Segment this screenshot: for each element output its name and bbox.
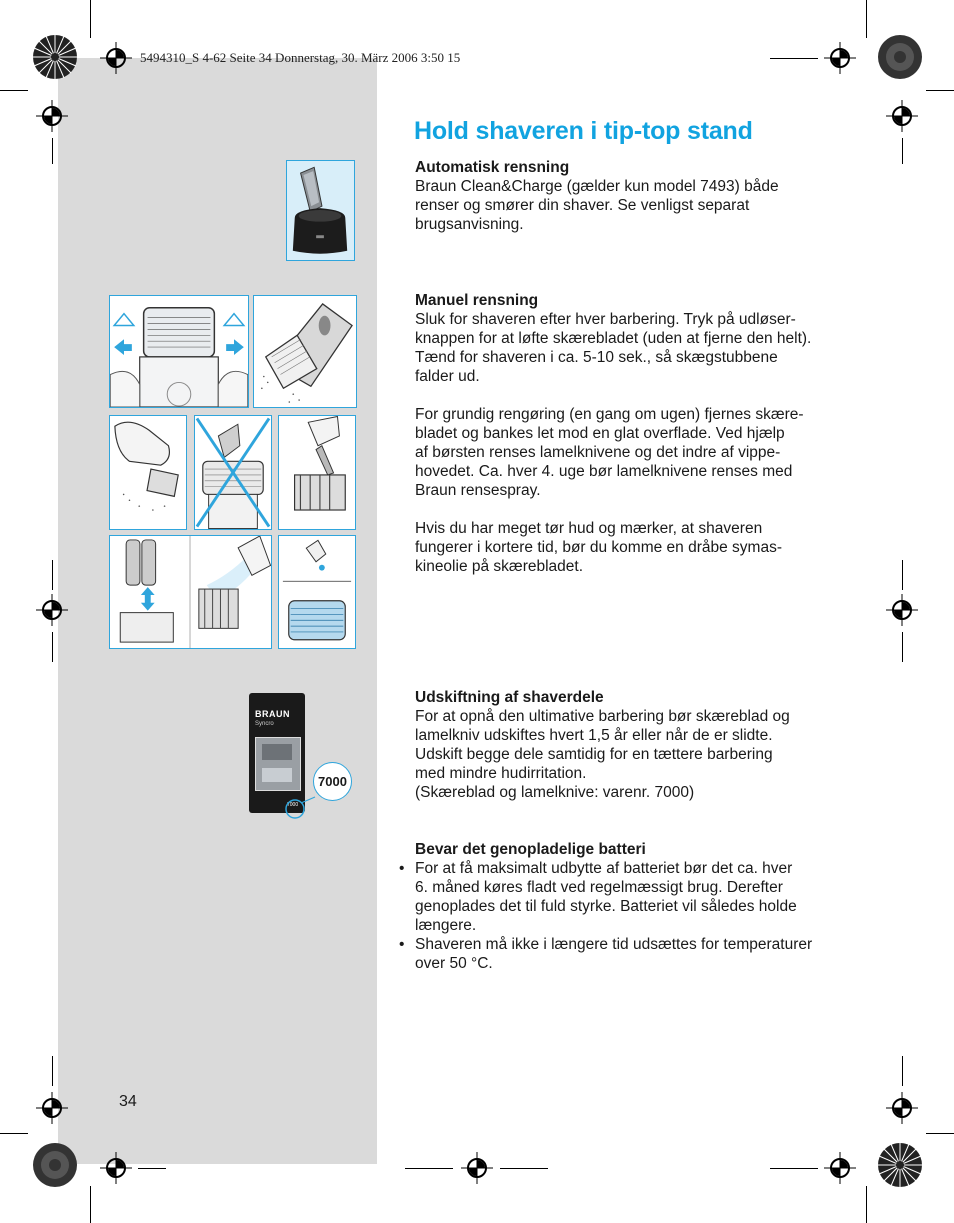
do-not-brush-foil-illustration [194,415,272,530]
text-line: af børsten renses lamelknivene og det indre af vippe- [415,444,781,461]
color-wheel-icon [32,1142,78,1188]
crop-line [902,560,903,590]
crosshair-icon [100,42,132,74]
text-line: fungerer i kortere tid, bør du komme en dråbe symas- [415,539,782,556]
crop-line [52,138,53,164]
section-automatic-cleaning [415,158,845,234]
crosshair-icon [886,1092,918,1124]
section-battery [399,840,845,973]
crop-line [902,138,903,164]
crop-line [866,0,867,38]
part-number: 7000 [318,774,347,789]
crosshair-icon [36,1092,68,1124]
crop-line [0,90,28,91]
crop-line [770,1168,818,1169]
text-line: knappen for at løfte skærebladet (uden at fjerne den helt). [415,330,812,347]
clean-charge-station-illustration [286,160,355,261]
crop-line [0,1133,28,1134]
crosshair-icon [36,594,68,626]
callout-leader-icon [283,795,317,821]
crop-line [902,1056,903,1086]
text-line: falder ud. [415,368,480,385]
text-line: over 50 °C. [415,955,493,972]
page-number: 34 [119,1093,137,1110]
crop-line [902,632,903,662]
text-line: Shaveren må ikke i længere tid udsættes for temperaturer [415,936,813,953]
crosshair-icon [100,1152,132,1184]
crop-line [52,1056,53,1086]
tap-shaver-illustration [253,295,357,408]
text-line: Udskift begge dele samtidig for en tættere barbering [415,746,773,763]
color-wheel-icon [877,34,923,80]
page-title: Hold shaveren i tip-top stand [414,117,753,145]
text-line: For at opnå den ultimative barbering bør skæreblad og [415,708,790,725]
product-line-label: Syncro [255,721,274,727]
section-heading: Udskiftning af shaverdele [415,689,604,706]
crop-line [500,1168,548,1169]
text-line: For at få maksimalt udbytte af batteriet bør det ca. hver [415,860,793,877]
color-wheel-icon [32,34,78,80]
crop-line [138,1168,166,1169]
text-line: bladet og bankes let mod en glat overflade. Ved hjælp [415,425,785,442]
color-wheel-icon [877,1142,923,1188]
bullet-icon: • [399,860,405,877]
text-line: For grundig rengøring (en gang om ugen) fjernes skære- [415,406,804,423]
list-item [399,859,845,935]
text-line: Sluk for shaveren efter hver barbering. Tryk på udløser- [415,311,796,328]
text-line: brugsanvisning. [415,216,524,233]
crop-line [90,0,91,38]
text-line: med mindre hudirritation. [415,765,587,782]
section-heading: Bevar det genopladelige batteri [415,841,646,858]
crop-line [866,1186,867,1223]
text-line: Hvis du har meget tør hud og mærker, at shaveren [415,520,763,537]
text-line: lamelkniv udskiftes hvert 1,5 år eller når de er slidte. [415,727,773,744]
text-line: kineolie på skærebladet. [415,558,584,575]
crop-line [405,1168,453,1169]
bullet-list [399,859,845,973]
section-heading: Manuel rensning [415,292,539,309]
brush-cutter-illustration [278,415,356,530]
release-button-illustration [109,295,249,408]
remove-foil-illustration [109,415,187,530]
section-replacement [415,688,845,802]
text-line: 6. måned køres fladt ved regelmæssigt brug. Derefter [415,879,783,896]
text-line: længere. [415,917,477,934]
part-number-callout [313,762,352,801]
crosshair-icon [824,1152,856,1184]
crosshair-icon [886,594,918,626]
crosshair-icon [36,100,68,132]
crop-line [926,90,954,91]
text-line: (Skæreblad og lamelknive: varenr. 7000) [415,784,695,801]
list-item [399,935,845,973]
pack-number-label: 7000 [287,802,299,808]
foil-cutter-image [255,737,301,791]
crosshair-icon [886,100,918,132]
crop-line [926,1133,954,1134]
text-line: Braun rensespray. [415,482,541,499]
text-line: genoplades det til fuld styrke. Batteriet vil således holde [415,898,797,915]
oil-foil-illustration [278,535,356,649]
text-line: Tænd for shaveren i ca. 5-10 sek., så skægstubbene [415,349,778,366]
print-header: 5494310_S 4-62 Seite 34 Donnerstag, 30. März 2006 3:50 15 [140,50,461,65]
crop-line [770,58,818,59]
crosshair-icon [461,1152,493,1184]
crop-line [90,1186,91,1223]
text-line: hovedet. Ca. hver 4. uge bør lamelknivene renses med [415,463,793,480]
text-line: renser og smører din shaver. Se venligst separat [415,197,750,214]
spray-cleaning-illustration [109,535,272,649]
section-heading: Automatisk rensning [415,159,570,176]
bullet-icon: • [399,936,405,953]
text-line: Braun Clean&Charge (gælder kun model 7493) både [415,178,779,195]
section-manual-cleaning [415,291,845,576]
crop-line [52,560,53,590]
crop-line [52,632,53,662]
crosshair-icon [824,42,856,74]
brand-logo: BRAUN [255,709,290,719]
